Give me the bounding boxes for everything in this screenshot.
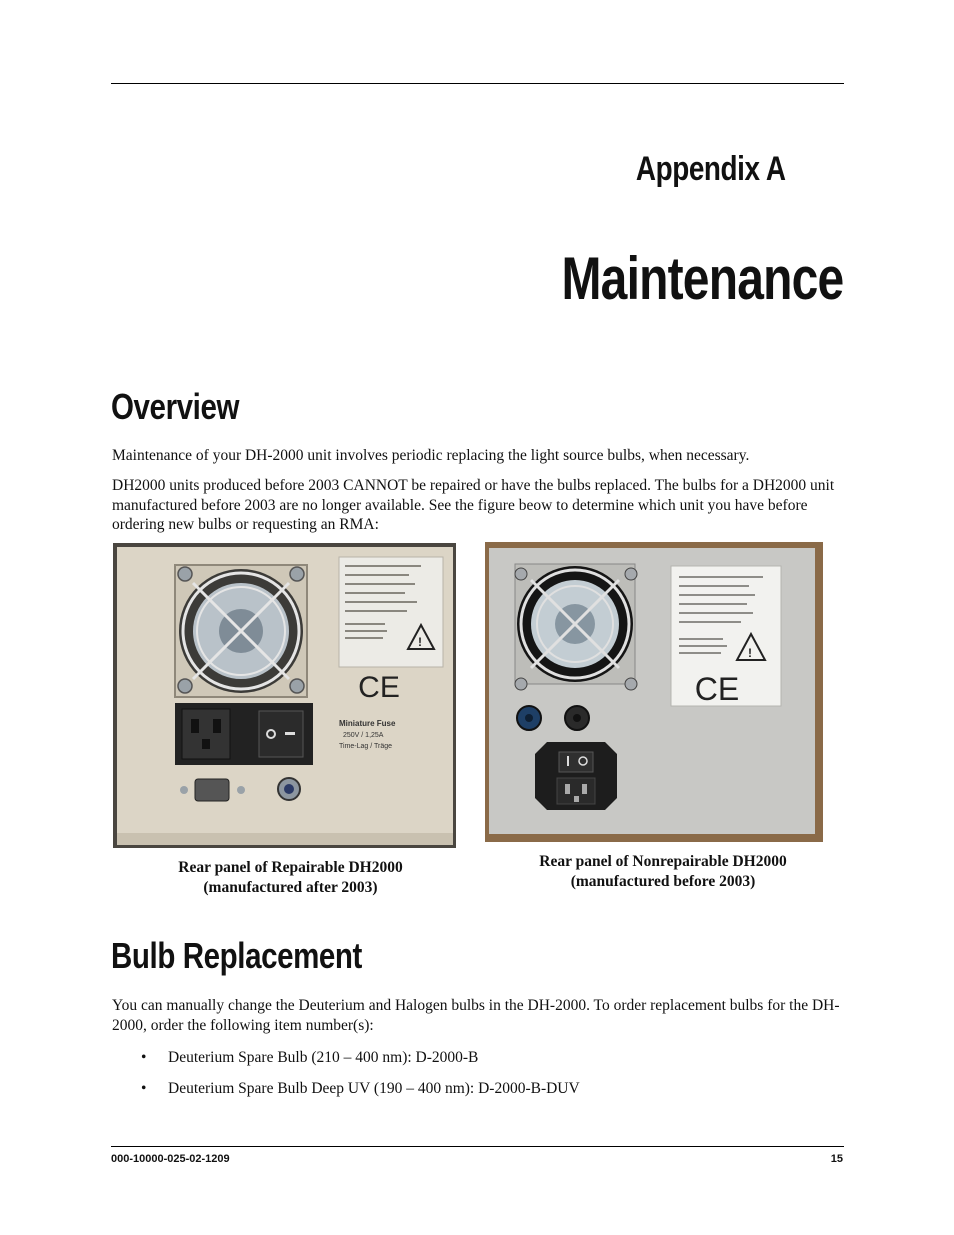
fuse-label-type: Time-Lag / Träge bbox=[339, 743, 393, 750]
svg-text:!: ! bbox=[418, 635, 422, 649]
figure-caption-repairable bbox=[113, 858, 468, 897]
rear-panel-nonrepairable-photo bbox=[485, 542, 823, 842]
fuse-label-title: Miniature Fuse bbox=[339, 719, 396, 728]
footer-rule bbox=[111, 1146, 844, 1147]
caption-line-date: (manufactured after 2003) bbox=[203, 878, 378, 896]
rear-panel-repairable-photo bbox=[113, 543, 456, 848]
caption-line-date: (manufactured before 2003) bbox=[570, 872, 756, 890]
header-rule bbox=[111, 83, 844, 84]
list-item-text: Deuterium Spare Bulb (210 – 400 nm): D-2000-B bbox=[168, 1049, 479, 1066]
bulb-replacement-heading: Bulb Replacement bbox=[111, 935, 362, 976]
bulb-replacement-paragraph: You can manually change the Deuterium and Halogen bulbs in the DH-2000. To order replacement bulbs for the DH-2000, order the following item number(s): bbox=[112, 997, 840, 1034]
bullet-marker: • bbox=[141, 1049, 147, 1066]
bullet-marker: • bbox=[141, 1080, 147, 1097]
chapter-title: Maintenance bbox=[561, 245, 843, 312]
caption-line-model: Rear panel of Repairable DH2000 bbox=[178, 859, 403, 876]
overview-heading: Overview bbox=[111, 386, 240, 427]
overview-paragraph-2: DH2000 units produced before 2003 CANNOT be repaired or have the bulbs replaced. The bulbs for a DH2000 unit manufactured before 2003 are no longer available. See the figure beow to determine which unit you have before ordering new bulbs or requesting an RMA: bbox=[112, 477, 835, 533]
list-item-text: Deuterium Spare Bulb Deep UV (190 – 400 nm): D-2000-B-DUV bbox=[168, 1080, 580, 1097]
appendix-label: Appendix A bbox=[636, 150, 786, 188]
footer-doc-number: 000-10000-025-02-1209 bbox=[111, 1153, 230, 1165]
figure-caption-nonrepairable bbox=[478, 852, 848, 891]
footer-page-number: 15 bbox=[830, 1153, 843, 1165]
overview-paragraph-1: Maintenance of your DH-2000 unit involves periodic replacing the light source bulbs, when necessary. bbox=[112, 447, 750, 464]
ce-mark-1: CE bbox=[358, 671, 400, 704]
svg-text:!: ! bbox=[748, 646, 752, 660]
fuse-label-rating: 250V / 1,25A bbox=[343, 732, 384, 739]
caption-line-model: Rear panel of Nonrepairable DH2000 bbox=[539, 853, 787, 870]
ce-mark-2: CE bbox=[694, 671, 740, 707]
